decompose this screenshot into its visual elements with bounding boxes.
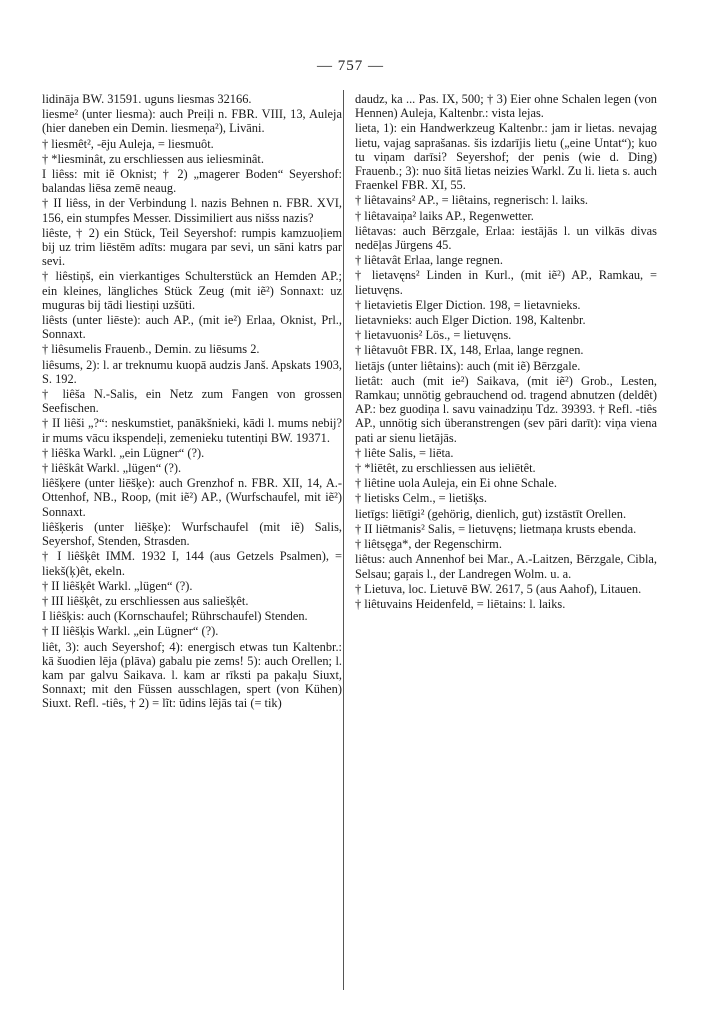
right-column	[355, 92, 657, 612]
dictionary-entry: † liêtuvains Heidenfeld, = liētains: l. laiks.	[355, 596, 566, 611]
dictionary-entry: † liêtavains² AP., = liêtains, regnerisch: l. laiks.	[355, 193, 589, 208]
dictionary-entry: † liêtsęga*, der Regenschirm.	[355, 537, 502, 552]
column-divider	[343, 90, 344, 990]
dictionary-entry: † liêtine uola Auleja, ein Ei ohne Schale.	[355, 476, 557, 491]
page-number: — 757 —	[317, 58, 384, 74]
dictionary-entry: † lietavuonis² Lös., = lietuvęns.	[355, 328, 512, 343]
dictionary-entry: daudz, ka ... Pas. IX, 500; † 3) Eier ohne Schalen legen (von Hennen) Auleja, Kaltenbr.: vista lejas.	[355, 92, 657, 121]
dictionary-entry: † II liêss, in der Verbindung l. nazis Behnen n. FBR. XVI, 156, ein stumpfes Messer. Dissimiliert aus nišss nazis?	[42, 196, 342, 225]
dictionary-entry: † liêsumelis Frauenb., Demin. zu liēsums 2.	[42, 342, 260, 357]
dictionary-entry: liêsts (unter liēste): auch AP., (mit ie²) Erlaa, Oknist, Prl., Sonnaxt.	[42, 313, 342, 342]
dictionary-entry: † liêtavaiņa² laiks AP., Regenwetter.	[355, 208, 534, 223]
dictionary-entry: † Lietuva, loc. Lietuvē BW. 2617, 5 (aus Aahof), Litauen.	[355, 581, 642, 596]
dictionary-entry: † liêtavât Erlaa, lange regnen.	[355, 253, 503, 268]
dictionary-entry: liesme² (unter liesma): auch Preiļi n. FBR. VIII, 13, Auleja (hier daneben ein Demin. liesmeņa²), Livāni.	[42, 107, 342, 136]
dictionary-entry: † lietisks Celm., = lietišķs.	[355, 491, 487, 506]
dictionary-entry: lietājs (unter liêtains): auch (mit iẽ) Bērzgale.	[355, 358, 581, 373]
dictionary-entry: † liêška Warkl. „ein Lügner“ (?).	[42, 445, 205, 460]
dictionary-entry: † II liētmanis² Salis, = lietuvęns; lietmaņa krusts ebenda.	[355, 521, 637, 536]
dictionary-entry: lietât: auch (mit ie²) Saikava, (mit iẽ²) Grob., Lesten, Ramkau; unnötig gebrauchend od. tragend abnutzen (deldêt) AP.: bez guodiņa l. savu vainadziņu Tdz. 39393. † Refl. -tiês AP., unnötig sich überanstrengen (sev pāri darīt): viņa viena pati ar sienu lietājās.	[355, 373, 657, 445]
dictionary-entry: † I liêšķêt IMM. 1932 I, 144 (aus Getzels Psalmen), = liekš(ķ)êt, ekeln.	[42, 549, 342, 578]
dictionary-entry: † II liêšķêt Warkl. „lügen“ (?).	[42, 578, 193, 593]
dictionary-entry: † III liêšķêt, zu erschliessen aus saliešķêt.	[42, 593, 249, 608]
dictionary-entry: liêt, 3): auch Seyershof; 4): energisch etwas tun Kaltenbr.: kā šuodien lēja (plāva) gabalu pie zems! 5): auch Orellen; l. kam par galvu Saikava. l. kam ar rīksti pa pakaļu Siuxt, Sonnaxt; mit den Füssen ausschlagen, spert (von Kühen) Siuxt. Refl. -tiês, † 2) = lĩt: ūdins lējās tai (= tik)	[42, 639, 342, 711]
dictionary-entry: † liêstiņš, ein vierkantiges Schulterstück an Hemden AP.; ein kleines, längliches Stück Zeug (mit iẽ²) Sonnaxt: uz muguras bij tādi liestiņi uzšūti.	[42, 269, 342, 312]
dictionary-entry: liêtavas: auch Bērzgale, Erlaa: iestājās l. un vilkās divas nedēļas Jürgens 45.	[355, 223, 657, 253]
dictionary-entry: † liesmêt², -ēju Auleja, = liesmuôt.	[42, 136, 214, 151]
dictionary-entry: † lietavęns² Linden in Kurl., (mit iẽ²) AP., Ramkau, = lietuvęns.	[355, 268, 657, 297]
dictionary-entry: † liêša N.-Salis, ein Netz zum Fangen von grossen Seefischen.	[42, 387, 342, 416]
dictionary-entry: lidināja BW. 31591. uguns liesmas 32166.	[42, 92, 252, 106]
dictionary-entry: lietīgs: liētīgi² (gehörig, dienlich, gut) izstāstīt Orellen.	[355, 506, 627, 521]
dictionary-entry: I liêšķis: auch (Kornschaufel; Rührschaufel) Stenden.	[42, 609, 308, 624]
dictionary-entry: † liêškât Warkl. „lügen“ (?).	[42, 461, 182, 476]
dictionary-entry: liêsums, 2): l. ar treknumu kuopā audzis Janš. Apskats 1903, S. 192.	[42, 357, 342, 386]
dictionary-entry: lietavnieks: auch Elger Diction. 198, Kaltenbr.	[355, 313, 586, 328]
dictionary-entry: † liête Salis, = liēta.	[355, 445, 454, 460]
dictionary-entry: † II liêši „?“: neskumstiet, panākšnieki, kādi l. mums nebij? ir mums vācu ikspendeļi, zemenieku tutentiņi BW. 19371.	[42, 416, 342, 445]
dictionary-entry: I liêss: mit iẽ Oknist; † 2) „magerer Boden“ Seyershof: balandas liēsa zemē neaug.	[42, 167, 342, 196]
dictionary-entry: † lietavietis Elger Diction. 198, = lietavnieks.	[355, 297, 581, 312]
dictionary-entry: † *liesminât, zu erschliessen aus ieliesminât.	[42, 151, 264, 166]
dictionary-entry: † liêtavuôt FBR. IX, 148, Erlaa, lange regnen.	[355, 343, 584, 358]
dictionary-entry: lieta, 1): ein Handwerkzeug Kaltenbr.: jam ir lietas. nevajag lietu, vajag saprašanas. šis izdarījis lietu („eine Untat“); kuo tu viņam darīsi? Seyershof; der penis (wie d. Ding) Frauenb.; 3): nuo šitā lietas neizies Warkl. Zu li. lieta s. auch Fraenkel FBR. XI, 55.	[355, 121, 657, 193]
dictionary-entry: liêste, † 2) ein Stück, Teil Seyershof: rumpis kamzuoļiem bij uz trim liēstēm adīts: mugara par sevi, un sāni katrs par sevi.	[42, 225, 342, 269]
dictionary-entry: liêšķeris (unter liēšķe): Wurfschaufel (mit iẽ) Salis, Seyershof, Stenden, Strasden.	[42, 519, 342, 549]
dictionary-entry: liêšķere (unter liēšķe): auch Grenzhof n. FBR. XII, 14, A.-Ottenhof, NB., Roop, (mit iẽ²) AP., (Wurfschaufel, mit iẽ²) Sonnaxt.	[42, 476, 342, 519]
left-column	[42, 92, 342, 712]
dictionary-entry: liêtus: auch Annenhof bei Mar., A.-Laitzen, Bērzgale, Cibla, Selsau; gaŗais l., der Landregen Wolm. u. a.	[355, 552, 657, 581]
dictionary-entry: † *liētêt, zu erschliessen aus ieliētêt.	[355, 461, 536, 476]
dictionary-entry: † II liêšķis Warkl. „ein Lügner“ (?).	[42, 624, 219, 639]
